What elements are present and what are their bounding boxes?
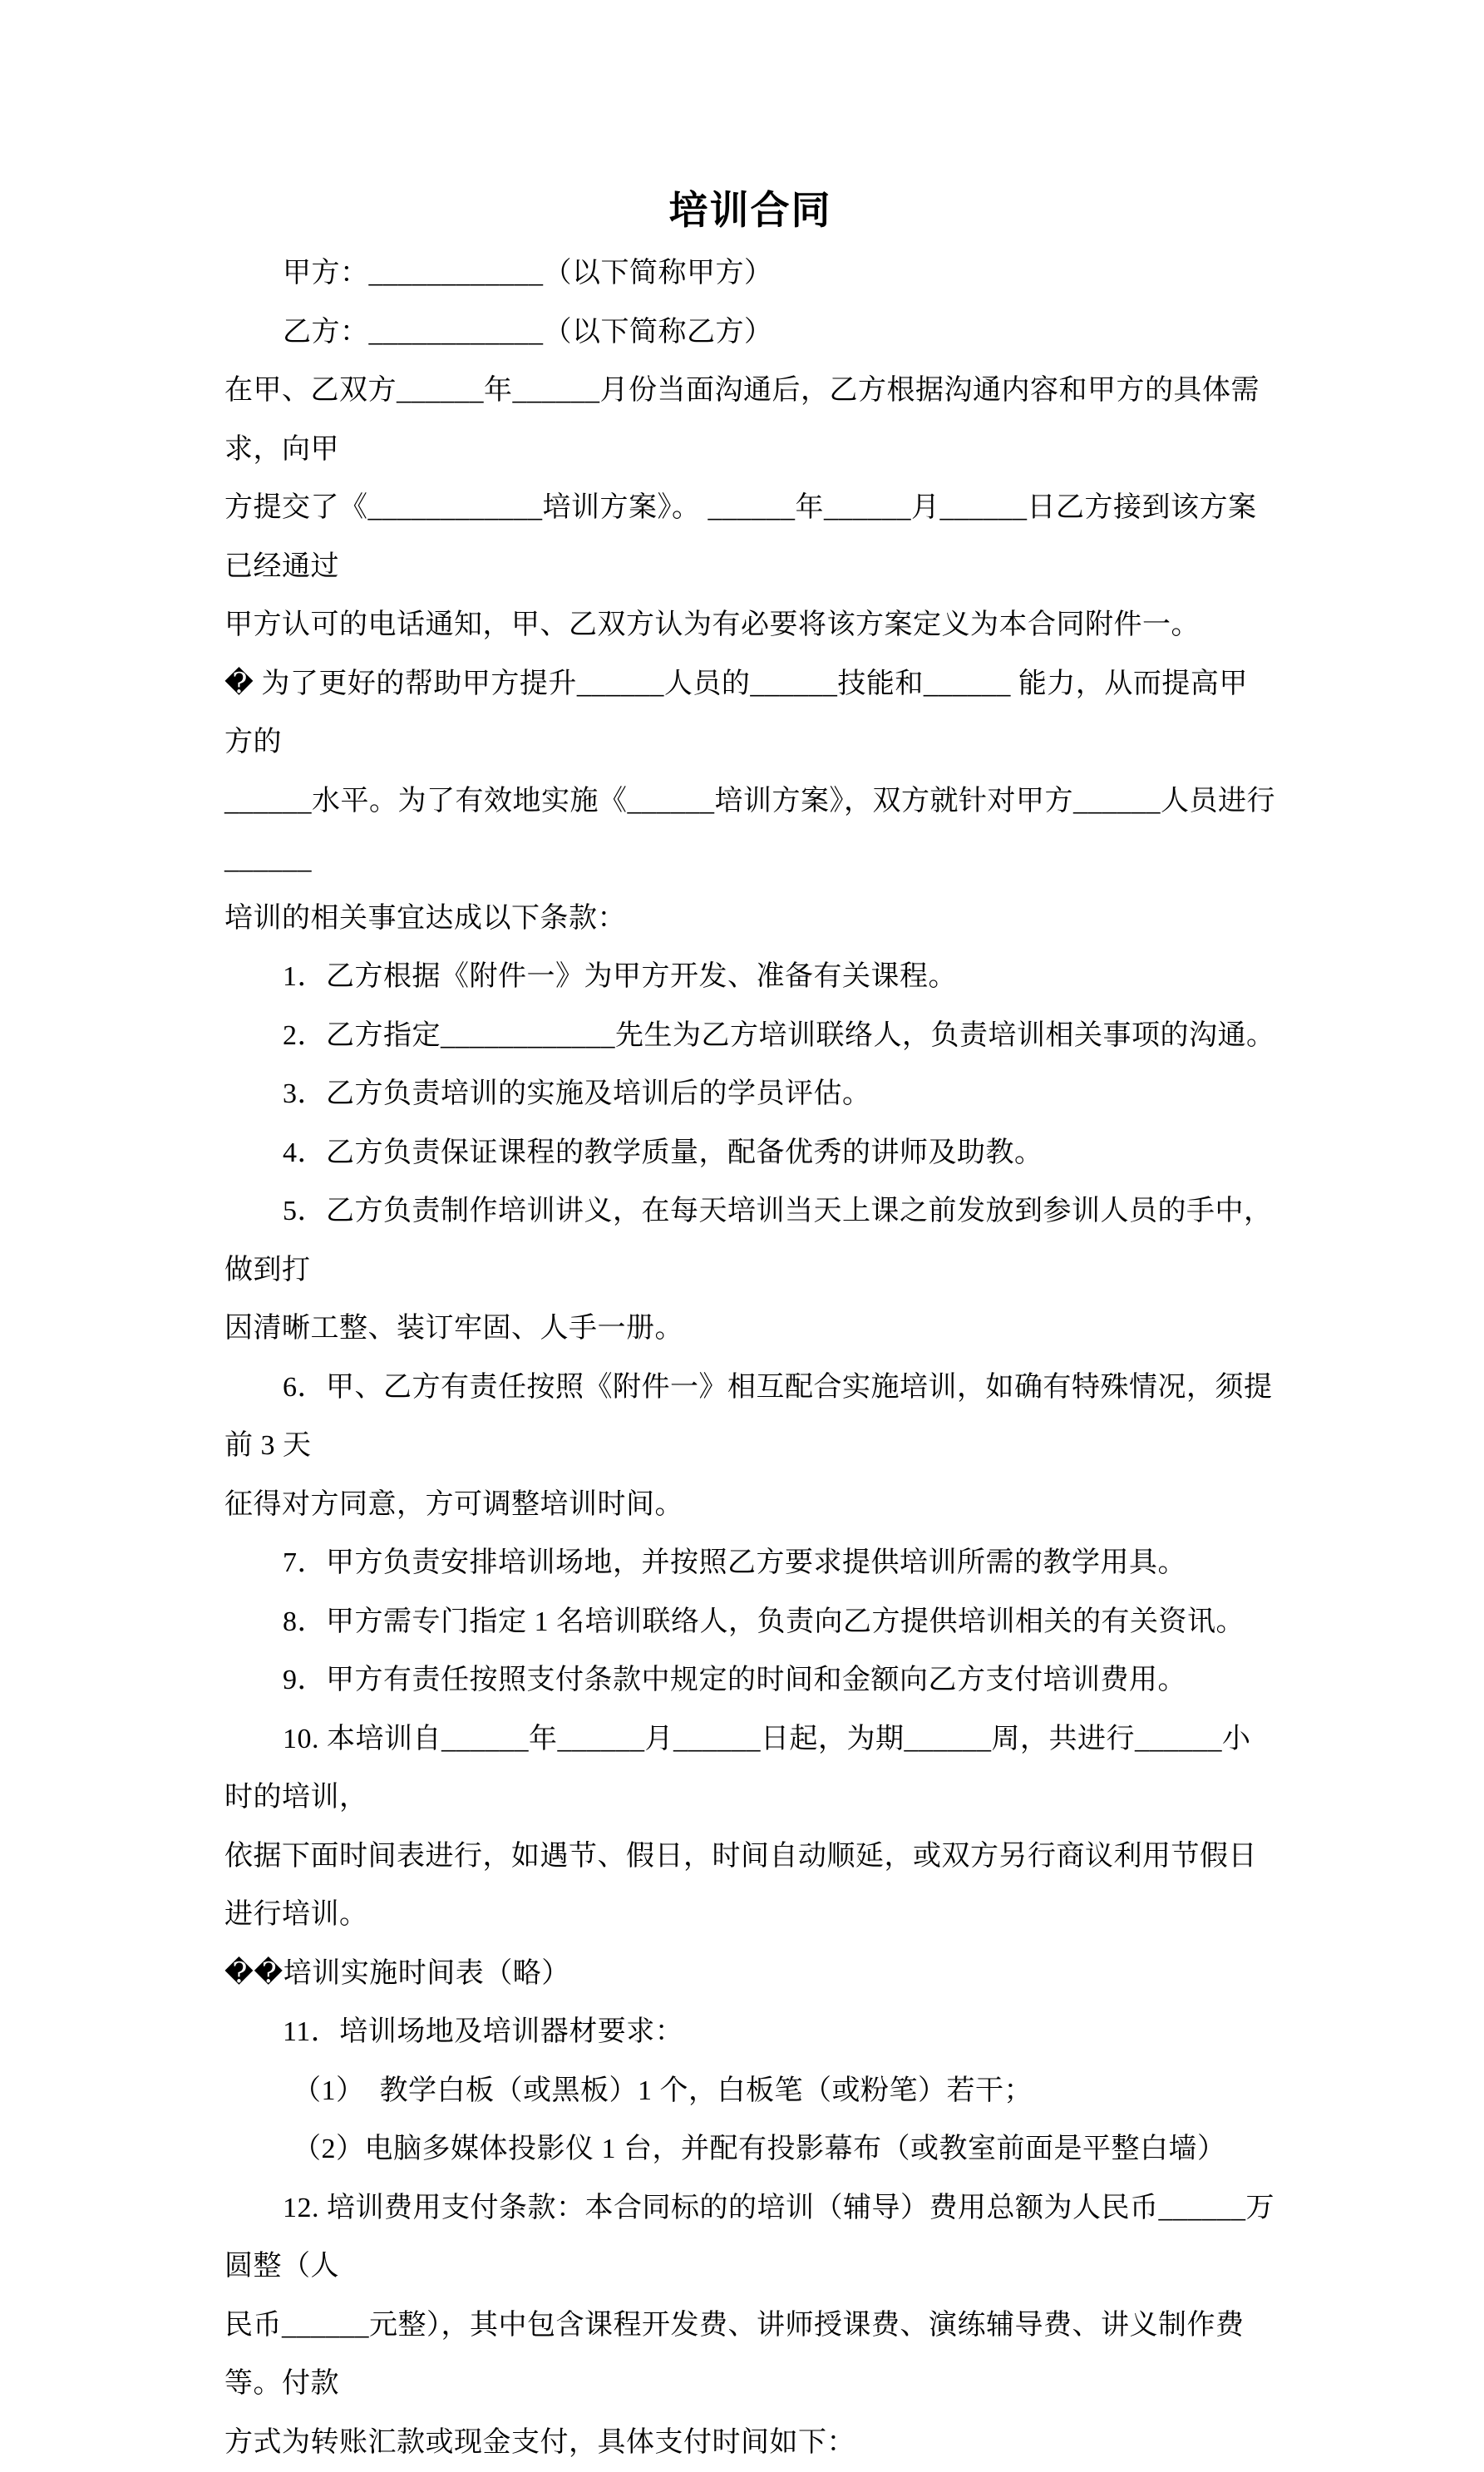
clause-12-line-3: 方式为转账汇款或现金支付，具体支付时间如下：	[224, 2414, 1276, 2472]
clause-12-line-2: 民币______元整），其中包含课程开发费、讲师授课费、演练辅导费、讲义制作费等。付款	[224, 2297, 1276, 2414]
intro-line-3: 甲方认可的电话通知，甲、乙双方认为有必要将该方案定义为本合同附件一。	[224, 596, 1276, 655]
clause-12-line-1: 12. 培训费用支付条款：本合同标的的培训（辅导）费用总额为人民币______万圆整（人	[224, 2179, 1276, 2297]
party-a-line: 甲方：____________（以下简称甲方）	[224, 244, 1276, 303]
purpose-line-1: � 为了更好的帮助甲方提升______人员的______技能和______ 能力，从而提高甲方的	[224, 655, 1276, 772]
clause-6-line-2: 征得对方同意，方可调整培训时间。	[224, 1476, 1276, 1535]
document-body	[224, 244, 1276, 2472]
clause-9: 9．甲方有责任按照支付条款中规定的时间和金额向乙方支付培训费用。	[224, 1651, 1276, 1710]
schedule-note: ��培训实施时间表（略）	[224, 1945, 1276, 2004]
party-b-line: 乙方：____________（以下简称乙方）	[224, 303, 1276, 363]
purpose-line-3: 培训的相关事宜达成以下条款：	[224, 890, 1276, 949]
clause-5-line-2: 因清晰工整、装订牢固、人手一册。	[224, 1300, 1276, 1359]
contract-page	[0, 188, 1484, 2286]
clause-7: 7．甲方负责安排培训场地，并按照乙方要求提供培训所需的教学用具。	[224, 1534, 1276, 1593]
intro-line-2: 方提交了《____________培训方案》。 ______年______月______日乙方接到该方案已经通过	[224, 479, 1276, 596]
clause-10-line-1: 10. 本培训自______年______月______日起，为期______周，共进行______小时的培训，	[224, 1710, 1276, 1828]
clause-3: 3．乙方负责培训的实施及培训后的学员评估。	[224, 1065, 1276, 1124]
clause-4: 4．乙方负责保证课程的教学质量，配备优秀的讲师及助教。	[224, 1124, 1276, 1183]
intro-line-1: 在甲、乙双方______年______月份当面沟通后，乙方根据沟通内容和甲方的具体需求，向甲	[224, 362, 1276, 479]
clause-6-line-1: 6．甲、乙方有责任按照《附件一》相互配合实施培训，如确有特殊情况，须提前 3 天	[224, 1359, 1276, 1476]
clause-8: 8．甲方需专门指定 1 名培训联络人，负责向乙方提供培训相关的有关资讯。	[224, 1593, 1276, 1652]
clause-11-item-2: （2）电脑多媒体投影仪 1 台，并配有投影幕布（或教室前面是平整白墙）	[224, 2120, 1276, 2179]
clause-2: 2．乙方指定____________先生为乙方培训联络人，负责培训相关事项的沟通。	[224, 1007, 1276, 1066]
purpose-line-2: ______水平。为了有效地实施《______培训方案》，双方就针对甲方______人员进行______	[224, 772, 1276, 890]
clause-5-line-1: 5．乙方负责制作培训讲义，在每天培训当天上课之前发放到参训人员的手中，做到打	[224, 1182, 1276, 1300]
clause-10-line-2: 依据下面时间表进行，如遇节、假日，时间自动顺延，或双方另行商议利用节假日进行培训。	[224, 1828, 1276, 1945]
clause-11-item-1: （1） 教学白板（或黑板）1 个，白板笔（或粉笔）若干；	[224, 2062, 1276, 2121]
clause-11: 11．培训场地及培训器材要求：	[224, 2003, 1276, 2062]
document-title: 培训合同	[224, 188, 1276, 234]
clause-1: 1．乙方根据《附件一》为甲方开发、准备有关课程。	[224, 948, 1276, 1007]
